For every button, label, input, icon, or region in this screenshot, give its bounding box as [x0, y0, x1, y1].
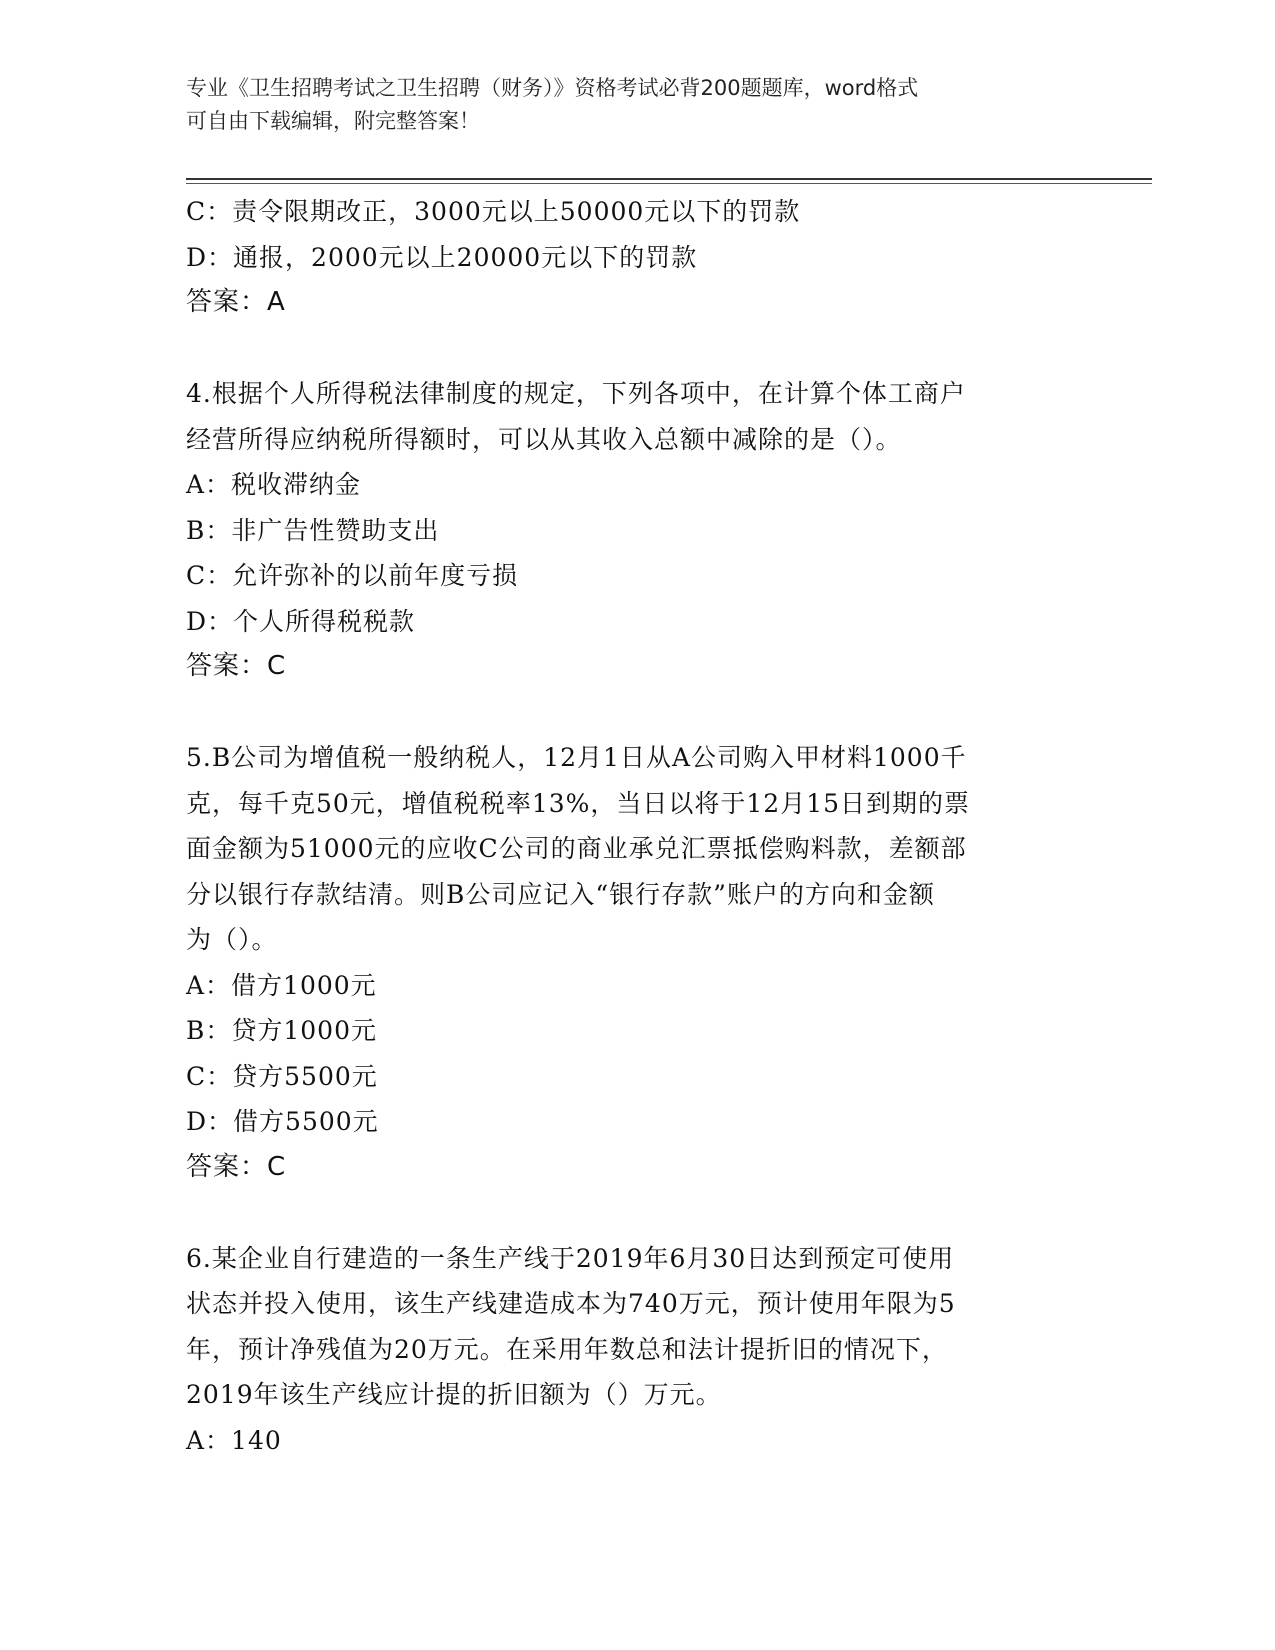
spacer	[186, 1190, 1086, 1236]
option-d: D：通报，2000元以上20000元以下的罚款	[186, 242, 698, 272]
question-stem: 分以银行存款结清。则B公司应记入“银行存款”账户的方向和金额	[186, 879, 935, 909]
option-a: A：借方1000元	[186, 970, 377, 1000]
spacer	[186, 690, 1086, 736]
question-5	[186, 735, 1086, 1190]
option-c: C：允许弥补的以前年度亏损	[186, 561, 519, 590]
question-6	[186, 1236, 1086, 1464]
question-4	[186, 371, 1086, 690]
question-stem: 克，每千克50元，增值税税率13%，当日以将于12月15日到期的票	[186, 788, 971, 818]
question-stem: 状态并投入使用，该生产线建造成本为740万元，预计使用年限为5	[186, 1289, 956, 1318]
header-line-2: 可自由下载编辑，附完整答案！	[186, 109, 480, 133]
question-stem: 6.某企业自行建造的一条生产线于2019年6月30日达到预定可使用	[186, 1243, 955, 1273]
question-content	[186, 189, 1086, 1463]
question-3-continued	[186, 189, 1086, 326]
question-stem: 年，预计净残值为20万元。在采用年数总和法计提折旧的情况下，	[186, 1334, 948, 1364]
page-header	[186, 72, 1086, 138]
option-d: D：个人所得税税款	[186, 606, 416, 636]
question-stem: 面金额为51000元的应收C公司的商业承兑汇票抵偿购料款，差额部	[186, 834, 967, 863]
question-stem: 2019年该生产线应计提的折旧额为（）万元。	[186, 1380, 722, 1409]
header-line-1: 专业《卫生招聘考试之卫生招聘（财务）》资格考试必背200题题库，word格式	[186, 76, 919, 100]
spacer	[186, 326, 1086, 372]
option-a: A：税收滞纳金	[186, 470, 362, 499]
question-stem: 为（）。	[186, 925, 278, 954]
option-a: A：140	[186, 1425, 282, 1455]
answer-line: 答案：A	[186, 287, 286, 317]
option-b: B：非广告性赞助支出	[186, 515, 440, 545]
question-stem: 经营所得应纳税所得额时，可以从其收入总额中减除的是（）。	[186, 424, 902, 454]
option-c: C：责令限期改正，3000元以上50000元以下的罚款	[186, 197, 801, 226]
question-stem: 4.根据个人所得税法律制度的规定，下列各项中，在计算个体工商户	[186, 379, 966, 408]
option-b: B：贷方1000元	[186, 1016, 377, 1045]
question-stem: 5.B公司为增值税一般纳税人，12月1日从A公司购入甲材料1000千	[186, 743, 967, 772]
header-divider-thin	[186, 183, 1152, 184]
header-divider	[186, 178, 1152, 180]
option-d: D：借方5500元	[186, 1107, 379, 1136]
answer-line: 答案：C	[186, 651, 287, 681]
answer-line: 答案：C	[186, 1151, 287, 1182]
option-c: C：贷方5500元	[186, 1061, 378, 1091]
